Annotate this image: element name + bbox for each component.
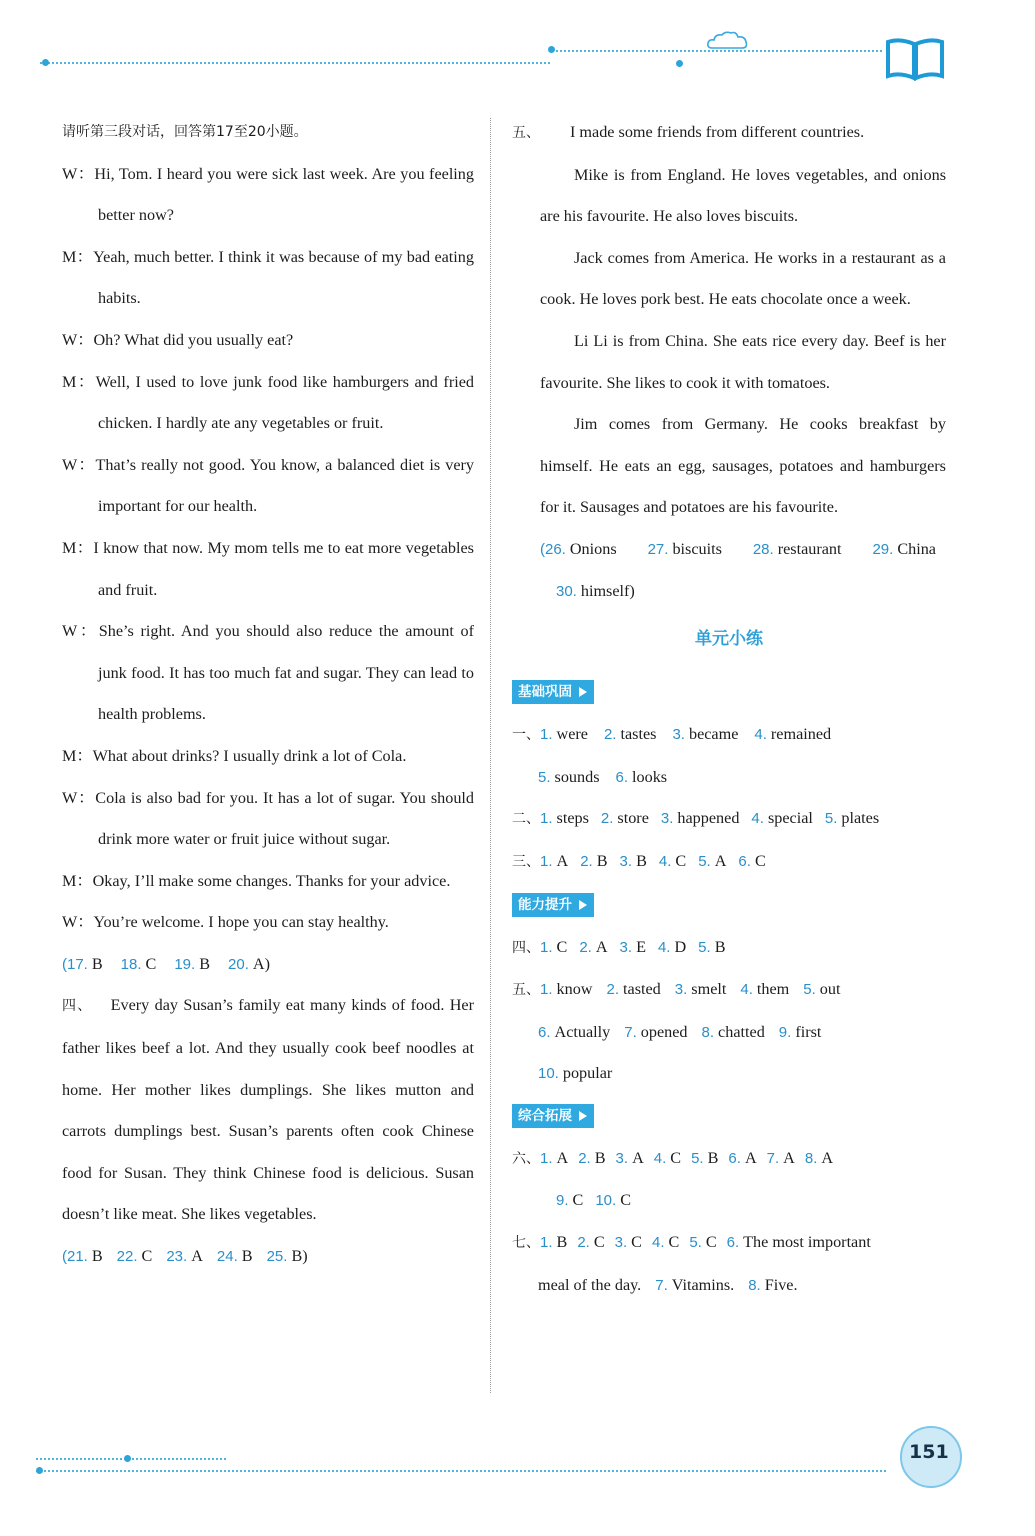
q7-label: 七、 xyxy=(512,1235,540,1252)
answer-item xyxy=(661,798,740,840)
answer-item xyxy=(779,1012,822,1054)
answer-item xyxy=(117,1236,153,1278)
answer-item xyxy=(580,841,607,883)
answer-item xyxy=(540,841,568,883)
answer-value: C xyxy=(668,1233,680,1252)
answer-number: 5. xyxy=(698,938,711,956)
answer-item xyxy=(556,571,635,613)
answer-number: 1. xyxy=(540,852,553,870)
q2-label: 二、 xyxy=(512,811,540,828)
answer-item xyxy=(659,841,686,883)
answer-value: C xyxy=(572,1191,584,1210)
answer-number: 2. xyxy=(579,938,592,956)
answer-item xyxy=(616,757,668,799)
answer-number: 1. xyxy=(540,938,553,956)
dialogue-text: Yeah, much better. I think it was because of my bad eating habits. xyxy=(93,247,474,308)
answer-number: 1. xyxy=(540,1234,553,1252)
answer-value: them xyxy=(756,980,790,999)
answer-number: 1. xyxy=(540,726,553,744)
answer-value: meal of the day. xyxy=(538,1275,642,1294)
answer-value: popular xyxy=(562,1064,613,1083)
answer-value: C xyxy=(670,1148,682,1167)
q3-label: 三、 xyxy=(512,853,540,870)
dialogue-line xyxy=(62,154,474,237)
answer-value: tastes xyxy=(620,725,657,744)
answer-item xyxy=(578,1138,605,1180)
dialogue-text: Oh? What did you usually eat? xyxy=(93,330,294,349)
answer-item xyxy=(754,714,831,756)
answer-item xyxy=(615,1222,642,1264)
answer-number: 4. xyxy=(657,938,671,956)
answer-item xyxy=(540,714,588,756)
section-5-paragraph: Jack comes from America. He works in a restaurant as a cook. He loves pork best. He eats chocolate once a week. xyxy=(540,248,946,309)
answer-number: 1. xyxy=(540,810,553,828)
answer-value: B xyxy=(596,851,608,870)
answer-value: A xyxy=(595,937,608,956)
answer-item xyxy=(753,529,842,571)
answer-item xyxy=(767,1138,795,1180)
answer-item xyxy=(738,841,765,883)
q1-label: 一、 xyxy=(512,727,540,744)
answer-value: out xyxy=(819,980,841,999)
answer-item xyxy=(538,1053,612,1095)
dialogue-line xyxy=(62,611,474,736)
answer-number: 30. xyxy=(556,582,577,600)
answers-21-25 xyxy=(62,1236,474,1278)
answer-value: C xyxy=(754,851,766,870)
answer-item xyxy=(538,1265,641,1307)
section-5-paragraph: Jim comes from Germany. He cooks breakfast by himself. He eats an egg, sausages, potatoes and hamburgers for it. Sausages and potatoes are his favourite. xyxy=(540,415,946,517)
q4-label: 四、 xyxy=(512,939,540,956)
answer-value: C xyxy=(675,851,687,870)
answer-number: 29. xyxy=(872,540,894,558)
answer-number: 20. xyxy=(228,955,249,973)
speaker: W： xyxy=(62,788,96,807)
answer-item xyxy=(658,927,686,969)
section-5-label: 五、 xyxy=(512,125,540,141)
answer-number: 23. xyxy=(166,1248,188,1266)
answer-item xyxy=(698,841,726,883)
answer-item xyxy=(689,1222,716,1264)
answer-item xyxy=(62,1236,103,1278)
dialogue-text: What about drinks? I usually drink a lot of Cola. xyxy=(92,746,407,765)
dialogue-line xyxy=(62,362,474,445)
tag-ability-label: 能力提升 xyxy=(518,896,572,913)
answer-value: C xyxy=(145,954,157,973)
q1-row-a xyxy=(512,714,946,757)
page-number: 151 xyxy=(909,1441,949,1463)
answer-item xyxy=(620,927,646,969)
footer-dotted-line xyxy=(36,1470,886,1472)
q6-row-a xyxy=(512,1138,946,1181)
answer-number: 1. xyxy=(540,981,553,999)
section-4-passage xyxy=(62,985,474,1236)
answer-number: 1. xyxy=(540,1149,553,1167)
answers-30 xyxy=(540,571,946,613)
answer-item xyxy=(538,1012,610,1054)
answer-item xyxy=(595,1180,631,1222)
answer-number: (21. xyxy=(62,1248,88,1266)
q5-row-b xyxy=(512,1012,946,1054)
speaker: M： xyxy=(62,372,96,391)
answers-26-29 xyxy=(540,529,946,571)
tag-comprehensive-extension xyxy=(512,1104,594,1128)
section-5-paragraphs xyxy=(512,155,946,529)
answer-number: 2. xyxy=(600,810,614,828)
answer-value: store xyxy=(617,809,649,828)
q6-row-b xyxy=(512,1180,946,1222)
tag-comprehensive-label: 综合拓展 xyxy=(518,1107,572,1124)
answer-item xyxy=(672,714,738,756)
answer-item xyxy=(217,1236,253,1278)
tag-basic-label: 基础巩固 xyxy=(518,684,572,701)
answer-value: E xyxy=(636,937,646,956)
answer-item xyxy=(805,1138,833,1180)
answer-value: opened xyxy=(640,1022,688,1041)
section-4-text: Every day Susan’s family eat many kinds of food. Her father likes beef a lot. And they usually cook beef noodles at home. Her mother likes dumplings. She likes mutton and carrots dumplings best. Susan’s parents often cook Chinese food for Susan. They think Chinese food is delicious. Susan doesn’t like meat. She likes vegetables. xyxy=(62,996,474,1224)
answer-item xyxy=(607,969,661,1011)
dialogue-text: She’s right. And you should also reduce the amount of junk food. It has too much fat and sugar. They can lead to health problems. xyxy=(98,622,474,724)
answer-value: special xyxy=(767,809,813,828)
dialogue-line xyxy=(62,902,474,944)
answer-number: 2. xyxy=(577,1234,590,1252)
answer-item xyxy=(872,529,936,571)
answer-value: looks xyxy=(632,767,668,786)
dialogue-line xyxy=(62,237,474,320)
section-5-paragraph: Mike is from England. He loves vegetables, and onions are his favourite. He also loves biscuits. xyxy=(540,165,946,226)
q4-row xyxy=(512,927,946,970)
answer-number: 6. xyxy=(615,768,629,786)
answer-value: B xyxy=(594,1148,606,1167)
answer-item xyxy=(540,1222,567,1264)
speaker: W： xyxy=(62,622,99,641)
footer-dotted-line-short xyxy=(36,1458,226,1460)
answer-number: 4. xyxy=(754,726,767,744)
answer-value: happened xyxy=(677,809,740,828)
dialogue-text: You’re welcome. I hope you can stay healthy. xyxy=(93,913,389,932)
q5-label: 五、 xyxy=(512,982,540,999)
answer-value: Onions xyxy=(569,539,617,558)
answer-number: 7. xyxy=(624,1023,637,1041)
answer-value: C xyxy=(141,1247,153,1266)
answer-item xyxy=(540,798,589,840)
answer-item xyxy=(648,529,722,571)
answer-value: first xyxy=(795,1022,822,1041)
answer-value: smelt xyxy=(691,980,727,999)
answer-value: B xyxy=(556,1233,568,1252)
answer-number: 5. xyxy=(538,768,551,786)
section-intro: 请听第三段对话，回答第17至20小题。 xyxy=(62,124,308,140)
answer-value: Actually xyxy=(554,1022,611,1041)
answer-value: know xyxy=(556,980,593,999)
answer-number: 4. xyxy=(653,1149,667,1167)
answer-item xyxy=(654,1138,681,1180)
answer-number: 4. xyxy=(651,1234,665,1252)
answer-value: biscuits xyxy=(672,539,722,558)
dialogue-line xyxy=(62,736,474,778)
answer-number: 4. xyxy=(751,810,764,828)
answer-item xyxy=(698,927,725,969)
answer-value: B xyxy=(91,954,103,973)
answer-number: 3. xyxy=(672,726,685,744)
dialogue-text: That’s really not good. You know, a balanced diet is very important for our health. xyxy=(95,455,474,516)
answer-item xyxy=(540,969,593,1011)
answer-number: 2. xyxy=(578,1149,591,1167)
answer-value: B xyxy=(714,937,726,956)
answer-item xyxy=(579,927,607,969)
answer-item xyxy=(751,798,812,840)
answer-value: D xyxy=(674,937,687,956)
answer-number: 3. xyxy=(674,981,688,999)
answer-number: 3. xyxy=(619,938,633,956)
answer-item xyxy=(691,1138,718,1180)
answer-item xyxy=(748,1265,797,1307)
dialogue-line xyxy=(62,320,474,362)
answer-value: B xyxy=(91,1247,103,1266)
answer-item xyxy=(540,1138,568,1180)
tag-ability-improvement xyxy=(512,893,594,917)
answer-value: B xyxy=(241,1247,253,1266)
answer-item xyxy=(825,798,879,840)
answer-number: 2. xyxy=(603,726,617,744)
answer-value: A xyxy=(783,1148,795,1167)
answer-value: A) xyxy=(252,954,270,973)
footer-dot xyxy=(124,1455,131,1462)
answer-number: 24. xyxy=(216,1248,238,1266)
column-divider xyxy=(490,118,491,1393)
answer-value: A xyxy=(191,1247,203,1266)
answer-number: (17. xyxy=(62,955,88,973)
answer-value: A xyxy=(744,1148,757,1167)
answer-number: 6. xyxy=(728,1149,741,1167)
answer-number: 8. xyxy=(804,1149,818,1167)
answer-number: 22. xyxy=(116,1248,138,1266)
section-4-label: 四、 xyxy=(62,998,93,1015)
answer-value: A xyxy=(632,1148,644,1167)
header-dotted-line xyxy=(40,62,550,64)
unit-practice-title: 单元小练 xyxy=(695,629,763,650)
answer-value: B xyxy=(636,851,647,870)
answer-item xyxy=(174,944,210,986)
answers-17-20 xyxy=(62,944,474,986)
answer-number: 2. xyxy=(580,852,593,870)
answer-value: A xyxy=(821,1148,834,1167)
header-dot xyxy=(548,46,555,53)
answer-item xyxy=(556,1180,583,1222)
speaker: W： xyxy=(62,330,94,349)
left-column xyxy=(62,112,474,1278)
answer-value: were xyxy=(556,725,588,744)
q1-row-b xyxy=(512,757,946,799)
answer-item xyxy=(675,969,727,1011)
answer-number: 5. xyxy=(689,1234,702,1252)
answer-number: 9. xyxy=(778,1023,792,1041)
answer-number: 3. xyxy=(615,1149,629,1167)
speaker: W： xyxy=(62,455,96,474)
answer-number: 18. xyxy=(120,955,142,973)
dialogue-line xyxy=(62,445,474,528)
answer-item xyxy=(577,1222,604,1264)
answer-value: C xyxy=(631,1233,642,1252)
answer-item xyxy=(740,969,789,1011)
answer-item xyxy=(166,1236,203,1278)
answer-item xyxy=(540,927,567,969)
answer-item xyxy=(702,1012,765,1054)
dialogue xyxy=(62,154,474,944)
answer-number: 6. xyxy=(738,852,751,870)
answer-item xyxy=(728,1138,756,1180)
answer-number: 5. xyxy=(803,981,816,999)
answer-number: 9. xyxy=(556,1192,569,1210)
dialogue-text: Cola is also bad for you. It has a lot of sugar. You should drink more water or fruit juice without sugar. xyxy=(95,788,475,849)
speaker: M： xyxy=(62,538,94,557)
q5-row-c xyxy=(512,1053,946,1095)
dialogue-text: Okay, I’ll make some changes. Thanks for your advice. xyxy=(92,871,451,890)
answer-number: 3. xyxy=(619,852,633,870)
q7-row-b xyxy=(512,1265,946,1307)
answer-item xyxy=(62,944,103,986)
answer-value: China xyxy=(897,539,936,558)
answer-value: A xyxy=(714,851,727,870)
answer-item xyxy=(601,798,649,840)
dialogue-line xyxy=(62,528,474,611)
answer-value: A xyxy=(556,1148,569,1167)
answer-item xyxy=(620,841,647,883)
dialogue-text: Hi, Tom. I heard you were sick last week. Are you feeling better now? xyxy=(94,164,474,225)
answer-number: 3. xyxy=(614,1234,628,1252)
speaker: W： xyxy=(62,913,94,932)
answer-item xyxy=(616,1138,644,1180)
answer-item xyxy=(228,944,270,986)
answer-value: sounds xyxy=(554,767,600,786)
speaker: M： xyxy=(62,871,93,890)
answer-number: 25. xyxy=(266,1248,288,1266)
dialogue-line xyxy=(62,778,474,861)
dialogue-text: I know that now. My mom tells me to eat more vegetables and fruit. xyxy=(93,538,474,599)
answer-number: 7. xyxy=(766,1149,780,1167)
answer-item xyxy=(727,1222,871,1264)
answer-value: himself) xyxy=(580,581,635,600)
answer-number: 10. xyxy=(595,1192,617,1210)
answer-value: became xyxy=(688,725,739,744)
q2-row xyxy=(512,798,946,841)
dialogue-line xyxy=(62,861,474,903)
answer-value: C xyxy=(705,1233,717,1252)
answer-number: 5. xyxy=(824,810,838,828)
answer-number: 4. xyxy=(740,981,753,999)
answer-number: 8. xyxy=(748,1276,761,1294)
q7-row-a xyxy=(512,1222,946,1265)
answer-value: tasted xyxy=(623,980,661,999)
cloud-icon xyxy=(706,30,750,52)
section-5-first-line xyxy=(512,112,946,155)
answer-value: Vitamins. xyxy=(671,1275,735,1294)
answer-value: A xyxy=(556,851,569,870)
q3-row xyxy=(512,841,946,884)
dialogue-text: Well, I used to love junk food like hamburgers and fried chicken. I hardly ate any vegetables or fruit. xyxy=(95,372,474,433)
answer-number: 19. xyxy=(174,955,196,973)
speaker: W： xyxy=(62,164,95,183)
answer-value: B xyxy=(707,1148,719,1167)
header-dot xyxy=(676,60,683,67)
answer-number: 5. xyxy=(698,852,711,870)
footer-dot xyxy=(36,1467,43,1474)
answer-item xyxy=(803,969,840,1011)
answer-value: restaurant xyxy=(777,539,842,558)
speaker: M： xyxy=(62,247,94,266)
book-icon xyxy=(884,36,946,82)
answer-item xyxy=(624,1012,687,1054)
answer-value: steps xyxy=(556,809,589,828)
section-5-first-text: I made some friends from different countries. xyxy=(570,123,865,141)
answer-value: plates xyxy=(841,809,880,828)
tag-basic-consolidation xyxy=(512,680,594,704)
answer-value: B xyxy=(199,954,211,973)
right-column xyxy=(512,112,946,1306)
answer-number: 27. xyxy=(647,540,669,558)
speaker: M： xyxy=(62,746,93,765)
answer-number: 6. xyxy=(726,1234,740,1252)
answer-number: 2. xyxy=(606,981,620,999)
answer-value: C xyxy=(556,937,568,956)
answer-value: C xyxy=(593,1233,605,1252)
answer-number: 8. xyxy=(701,1023,715,1041)
answer-item xyxy=(652,1222,679,1264)
answer-number: 5. xyxy=(691,1149,704,1167)
answer-item xyxy=(540,529,617,571)
answer-item xyxy=(121,944,157,986)
answer-number: 7. xyxy=(655,1276,668,1294)
answer-number: 6. xyxy=(538,1023,551,1041)
answer-number: 28. xyxy=(752,540,774,558)
answer-value: Five. xyxy=(764,1275,798,1294)
answer-number: 4. xyxy=(658,852,672,870)
answer-value: B) xyxy=(291,1247,308,1266)
answer-number: 3. xyxy=(660,810,674,828)
header-dot xyxy=(42,59,49,66)
q6-label: 六、 xyxy=(512,1150,540,1167)
answer-value: remained xyxy=(770,725,832,744)
answer-value: The most important xyxy=(743,1233,871,1252)
answer-item xyxy=(604,714,656,756)
answer-value: chatted xyxy=(718,1022,765,1041)
answer-item xyxy=(655,1265,734,1307)
answer-number: 10. xyxy=(538,1065,559,1083)
q5-row-a xyxy=(512,969,946,1012)
answer-item xyxy=(267,1236,308,1278)
answer-item xyxy=(538,757,600,799)
section-5-paragraph: Li Li is from China. She eats rice every day. Beef is her favourite. She likes to cook it with tomatoes. xyxy=(540,331,946,392)
answer-value: C xyxy=(620,1191,631,1210)
answer-number: (26. xyxy=(540,540,566,558)
